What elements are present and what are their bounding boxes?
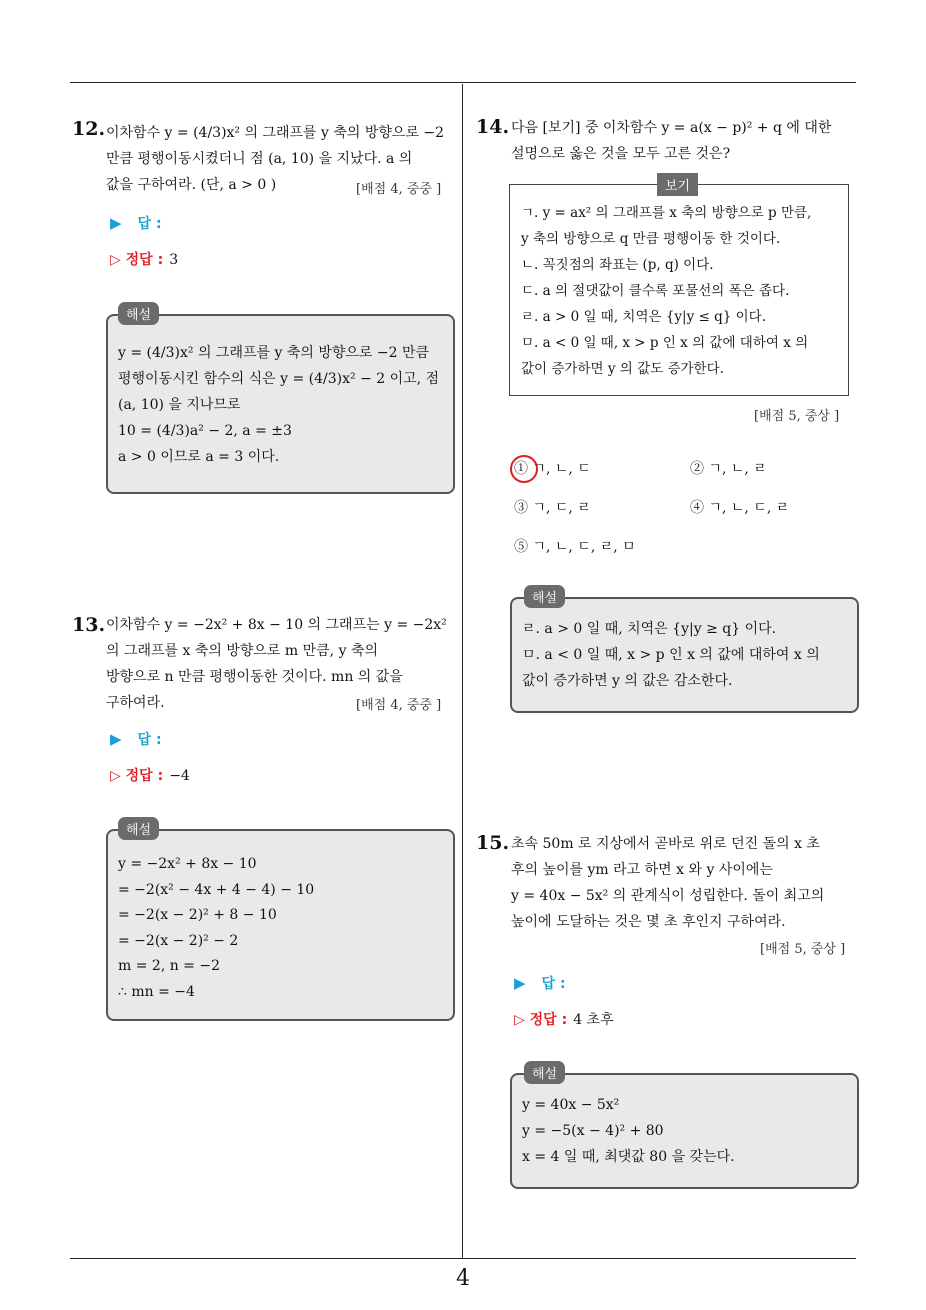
q14-choice-4[interactable]: ④ ㄱ, ㄴ, ㄷ, ㄹ [690,500,790,516]
outline-triangle-icon: ▷ [110,252,121,268]
correct-label: 정답 : [125,768,164,784]
q14-solution-text [522,616,820,694]
q12-correct [110,249,178,269]
column-divider [462,84,463,1258]
play-icon: ▶ [110,214,122,232]
q14-number: 14. [476,116,510,138]
q13-number: 13. [72,614,106,636]
answer-label: 답 : [137,216,162,232]
play-icon: ▶ [110,730,122,748]
q15-solution-line: y = −5(x − 4)² + 80 [522,1123,664,1139]
q13-correct-value: −4 [169,768,190,784]
top-rule [70,82,856,83]
q13-solution-line: = −2(x² − 4x + 4 − 4) − 10 [118,881,315,898]
q15-score: [배점 5, 중상 ] [760,942,846,957]
q12-solution-line: 평행이동시킨 함수의 식은 y = (4/3)x² − 2 이고, 점 [118,371,440,387]
q13-solution-tag: 해설 [118,817,159,840]
q12-solution-text [118,340,439,470]
q14-solution-line: ㅁ. a < 0 일 때, x > p 인 x 의 값에 대하여 x 의 [522,647,820,663]
q12-line: 이차함수 y = (4/3)x² 의 그래프를 y 축의 방향으로 −2 [106,125,445,141]
q14-bogi-tag: 보기 [657,173,698,196]
outline-triangle-icon: ▷ [514,1012,525,1028]
q13-line: 구하여라. [106,695,165,711]
q14-bogi-line: ㅁ. a < 0 일 때, x > p 인 x 의 값에 대하여 x 의 [521,335,809,351]
q15-answer [514,973,566,993]
q12-answer [110,213,162,233]
q12-line: 값을 구하여라. (단, a > 0 ) [106,177,277,193]
q13-correct [110,765,190,785]
q15-line: y = 40x − 5x² 의 관계식이 성립한다. 돌이 최고의 [511,888,825,904]
q15-correct [514,1009,614,1029]
q12-solution-line: 10 = (4/3)a² − 2, a = ±3 [118,423,292,439]
q15-line: 후의 높이를 ym 라고 하면 x 와 y 사이에는 [511,862,773,878]
q14-line: 다음 [보기] 중 이차함수 y = a(x − p)² + q 에 대한 [511,120,832,136]
q15-solution-line: x = 4 일 때, 최댓값 80 을 갖는다. [522,1149,735,1165]
q12-number: 12. [72,118,106,140]
q12-correct-value: 3 [169,252,179,268]
q14-choice-3[interactable]: ③ ㄱ, ㄷ, ㄹ [514,500,591,516]
q12-solution-line: y = (4/3)x² 의 그래프를 y 축의 방향으로 −2 만큼 [118,345,430,361]
q15-solution-tag: 해설 [524,1061,565,1084]
q13-solution-line: m = 2, n = −2 [118,958,220,974]
q15-correct-value: 4 초후 [573,1012,614,1028]
q13-line: 방향으로 n 만큼 평행이동한 것이다. mn 의 값을 [106,669,403,685]
page-number: 4 [456,1266,470,1291]
q15-line: 초속 50m 로 지상에서 곧바로 위로 던진 돌의 x 초 [511,836,820,852]
q13-line: 이차함수 y = −2x² + 8x − 10 의 그래프는 y = −2x² [106,617,447,633]
outline-triangle-icon: ▷ [110,768,121,784]
q13-score: [배점 4, 중중 ] [356,698,442,713]
q14-bogi-line: ㄴ. 꼭짓점의 좌표는 (p, q) 이다. [521,257,714,273]
q14-solution-line: 값이 증가하면 y 의 값은 감소한다. [522,673,733,689]
q14-solution-tag: 해설 [524,585,565,608]
q13-solution-line: ∴ mn = −4 [118,983,195,1000]
q12-solution-tag: 해설 [118,302,159,325]
q12-score: [배점 4, 중중 ] [356,182,442,197]
answer-label: 답 : [137,732,162,748]
q14-bogi-line: ㄷ. a 의 절댓값이 클수록 포물선의 폭은 좁다. [521,283,790,299]
q13-solution-line: = −2(x − 2)² + 8 − 10 [118,907,277,923]
q13-answer [110,729,162,749]
q14-choice-5[interactable]: ⑤ ㄱ, ㄴ, ㄷ, ㄹ, ㅁ [514,539,636,555]
answer-label: 답 : [541,976,566,992]
q15-line: 높이에 도달하는 것은 몇 초 후인지 구하여라. [511,914,786,930]
q13-solution-text [118,852,314,1005]
q14-bogi-line: 값이 증가하면 y 의 값도 증가한다. [521,361,724,377]
q14-choice-1[interactable]: ① ㄱ, ㄴ, ㄷ [514,461,591,477]
q12-solution-line: a > 0 이므로 a = 3 이다. [118,449,280,465]
q14-choice-2[interactable]: ② ㄱ, ㄴ, ㄹ [690,461,767,477]
q15-text [511,831,824,935]
q12-solution-line: (a, 10) 을 지나므로 [118,397,241,413]
q13-line: 의 그래프를 x 축의 방향으로 m 만큼, y 축의 [106,643,378,659]
q14-bogi-line: y 축의 방향으로 q 만큼 평행이동 한 것이다. [521,231,781,247]
q13-solution-line: = −2(x − 2)² − 2 [118,932,239,949]
correct-label: 정답 : [529,1012,568,1028]
q13-solution-line: y = −2x² + 8x − 10 [118,856,257,872]
q14-score: [배점 5, 중상 ] [754,409,840,424]
q14-solution-line: ㄹ. a > 0 일 때, 치역은 {y|y ≥ q} 이다. [522,621,777,637]
q14-line: 설명으로 옳은 것을 모두 고른 것은? [511,146,731,162]
q15-number: 15. [476,832,510,854]
bottom-rule [70,1258,856,1259]
q14-bogi-line: ㄱ. y = ax² 의 그래프를 x 축의 방향으로 p 만큼, [521,205,812,221]
q14-bogi-text [521,200,811,382]
play-icon: ▶ [514,974,526,992]
q15-solution-line: y = 40x − 5x² [522,1097,620,1113]
q14-text [511,115,831,167]
q14-bogi-line: ㄹ. a > 0 일 때, 치역은 {y|y ≤ q} 이다. [521,309,766,325]
q15-solution-text [522,1092,735,1170]
q12-line: 만큼 평행이동시켰더니 점 (a, 10) 을 지났다. a 의 [106,151,413,167]
correct-label: 정답 : [125,252,164,268]
